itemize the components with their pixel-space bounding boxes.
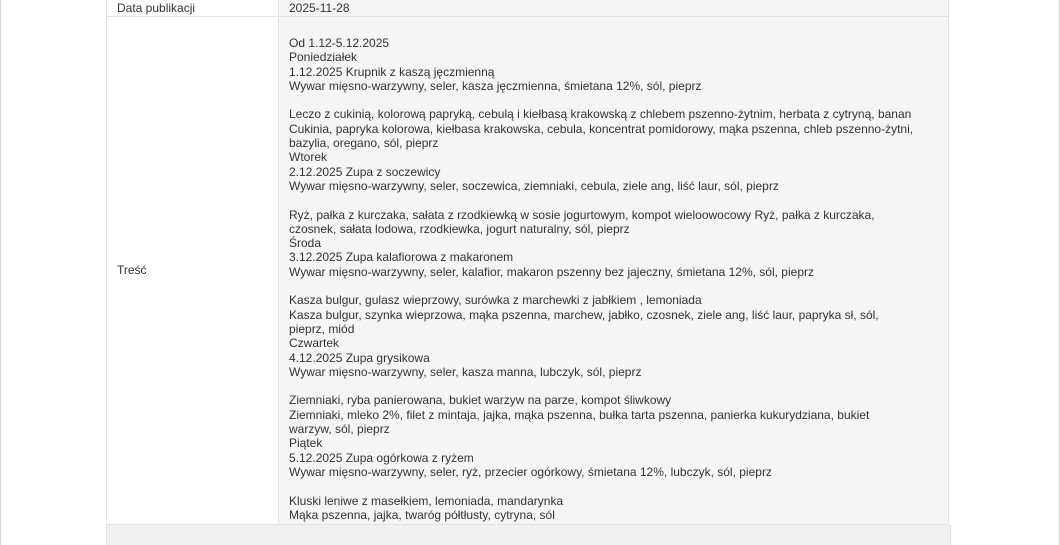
content-line: Mąka pszenna, jajka, twaróg półtłusty, cytryna, sól <box>289 507 555 522</box>
content-line: Kluski leniwe z masełkiem, lemoniada, mandarynka <box>289 493 564 508</box>
content-line: Leczo z cukinią, kolorową papryką, cebulą i kiełbasą krakowską z chlebem pszenno-żytnim, herbata z cytryną, banan <box>289 107 912 122</box>
details-table <box>106 0 949 525</box>
content-line: warzyw, sól, pieprz <box>289 422 390 437</box>
content-line <box>289 279 948 293</box>
content-line: pieprz, miód <box>289 321 355 336</box>
content-line: Wywar mięsno-warzywny, seler, kalafior, makaron pszenny bez jajeczny, śmietana 12%, sól, pieprz <box>289 264 814 279</box>
content-text <box>289 36 948 522</box>
content-line: Wtorek <box>289 150 328 165</box>
content-line: 1.12.2025 Krupnik z kaszą jęczmienną <box>289 64 495 79</box>
content-line: bazylia, oregano, sól, pieprz <box>289 136 439 151</box>
content-line <box>289 93 948 107</box>
content-line <box>289 379 948 393</box>
content-line: 3.12.2025 Zupa kalafiorowa z makaronem <box>289 250 514 265</box>
content-line: czosnek, sałata lodowa, rzodkiewka, jogurt naturalny, sól, pieprz <box>289 221 630 236</box>
content-line: Wywar mięsno-warzywny, seler, kasza manna, lubczyk, sól, pieprz <box>289 364 642 379</box>
table-row-content <box>107 17 949 525</box>
content-line: Ziemniaki, mleko 2%, filet z mintaja, jajka, mąka pszenna, bułka tarta pszenna, panierka kukurydziana, bukiet <box>289 407 870 422</box>
content-line <box>289 193 948 207</box>
date-value: 2025-11-28 <box>279 0 949 17</box>
content-line: Ziemniaki, ryba panierowana, bukiet warzyw na parze, kompot śliwkowy <box>289 393 672 408</box>
content-line <box>289 479 948 493</box>
content-line: Kasza bulgur, gulasz wieprzowy, surówka z marchewki z jabłkiem , lemoniada <box>289 293 702 308</box>
content-line: Wywar mięsno-warzywny, seler, soczewica, ziemniaki, cebula, ziele ang, liść laur, sól, pieprz <box>289 178 779 193</box>
content-line: Cukinia, papryka kolorowa, kiełbasa krakowska, cebula, koncentrat pomidorowy, mąka pszenna, chleb pszenno-żytni, <box>289 121 914 136</box>
footer-bar <box>106 525 951 545</box>
table-row-date <box>107 0 949 17</box>
content-line: Ryż, pałka z kurczaka, sałata z rzodkiewką w sosie jogurtowym, kompot wieloowocowy Ryż, pałka z kurczaka, <box>289 207 875 222</box>
date-label: Data publikacji <box>107 0 279 17</box>
content-line: 4.12.2025 Zupa grysikowa <box>289 350 430 365</box>
content-line: Środa <box>289 236 322 251</box>
content-line: Od 1.12-5.12.2025 <box>289 36 390 50</box>
content-line: Piątek <box>289 436 323 451</box>
content-value <box>279 17 949 525</box>
content-line: Poniedziałek <box>289 50 358 65</box>
content-line: Wywar mięsno-warzywny, seler, ryż, przecier ogórkowy, śmietana 12%, lubczyk, sól, pieprz <box>289 464 772 479</box>
content-line: Wywar mięsno-warzywny, seler, kasza jęczmienna, śmietana 12%, sól, pieprz <box>289 78 702 93</box>
content-line: Kasza bulgur, szynka wieprzowa, mąka pszenna, marchew, jabłko, czosnek, ziele ang, liść laur, papryka sł, sól, <box>289 307 879 322</box>
content-label: Treść <box>107 17 279 525</box>
content-line: Czwartek <box>289 336 340 351</box>
content-line: 5.12.2025 Zupa ogórkowa z ryżem <box>289 450 474 465</box>
content-line: 2.12.2025 Zupa z soczewicy <box>289 164 441 179</box>
